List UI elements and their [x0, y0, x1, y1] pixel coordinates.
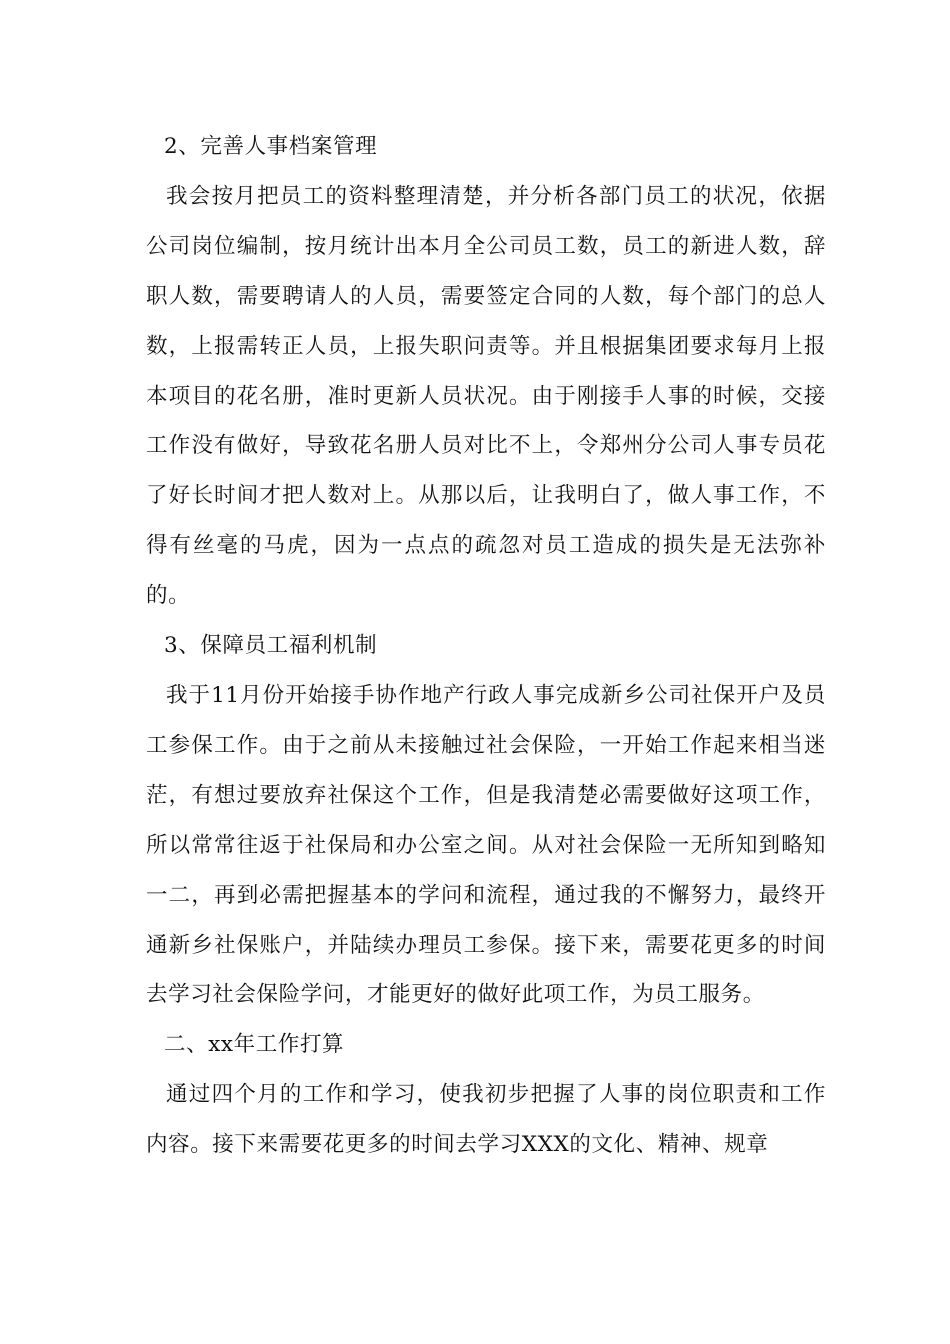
- paragraph-archive-management: 我会按月把员工的资料整理清楚，并分析各部门员工的状况，依据公司岗位编制，按月统计出本月全公司员工数，员工的新进人数，辞职人数，需要聘请人的人员，需要签定合同的人数，每个部门的总人数，上报需转正人员，上报失职问责等。并且根据集团要求每月上报本项目的花名册，准时更新人员状况。由于刚接手人事的时候，交接工作没有做好，导致花名册人员对比不上，令郑州分公司人事专员花了好长时间才把人数对上。从那以后，让我明白了，做人事工作，不得有丝毫的马虎，因为一点点的疏忽对员工造成的损失是无法弥补的。: [146, 183, 826, 609]
- paragraph-employee-welfare: 我于11月份开始接手协作地产行政人事完成新乡公司社保开户及员工参保工作。由于之前从未接触过社会保险，一开始工作起来相当迷茫，有想过要放弃社保这个工作，但是我清楚必需要做好这项工作，所以常常往返于社保局和办公室之间。从对社会保险一无所知到略知一二，再到必需把握基本的学问和流程，通过我的不懈努力，最终开通新乡社保账户，并陆续办理员工参保。接下来，需要花更多的时间去学习社会保险学问，才能更好的做好此项工作，为员工服务。: [146, 682, 826, 1008]
- section-heading-work-plan: 二、xx年工作打算: [164, 1032, 345, 1058]
- document-body: [146, 122, 826, 1170]
- section-heading-employee-welfare: 3、保障员工福利机制: [164, 633, 378, 659]
- paragraph-work-plan: 通过四个月的工作和学习，使我初步把握了人事的岗位职责和工作内容。接下来需要花更多的时间去学习XXX的文化、精神、规章: [146, 1082, 826, 1158]
- section-heading-archive-management: 2、完善人事档案管理: [164, 134, 378, 159]
